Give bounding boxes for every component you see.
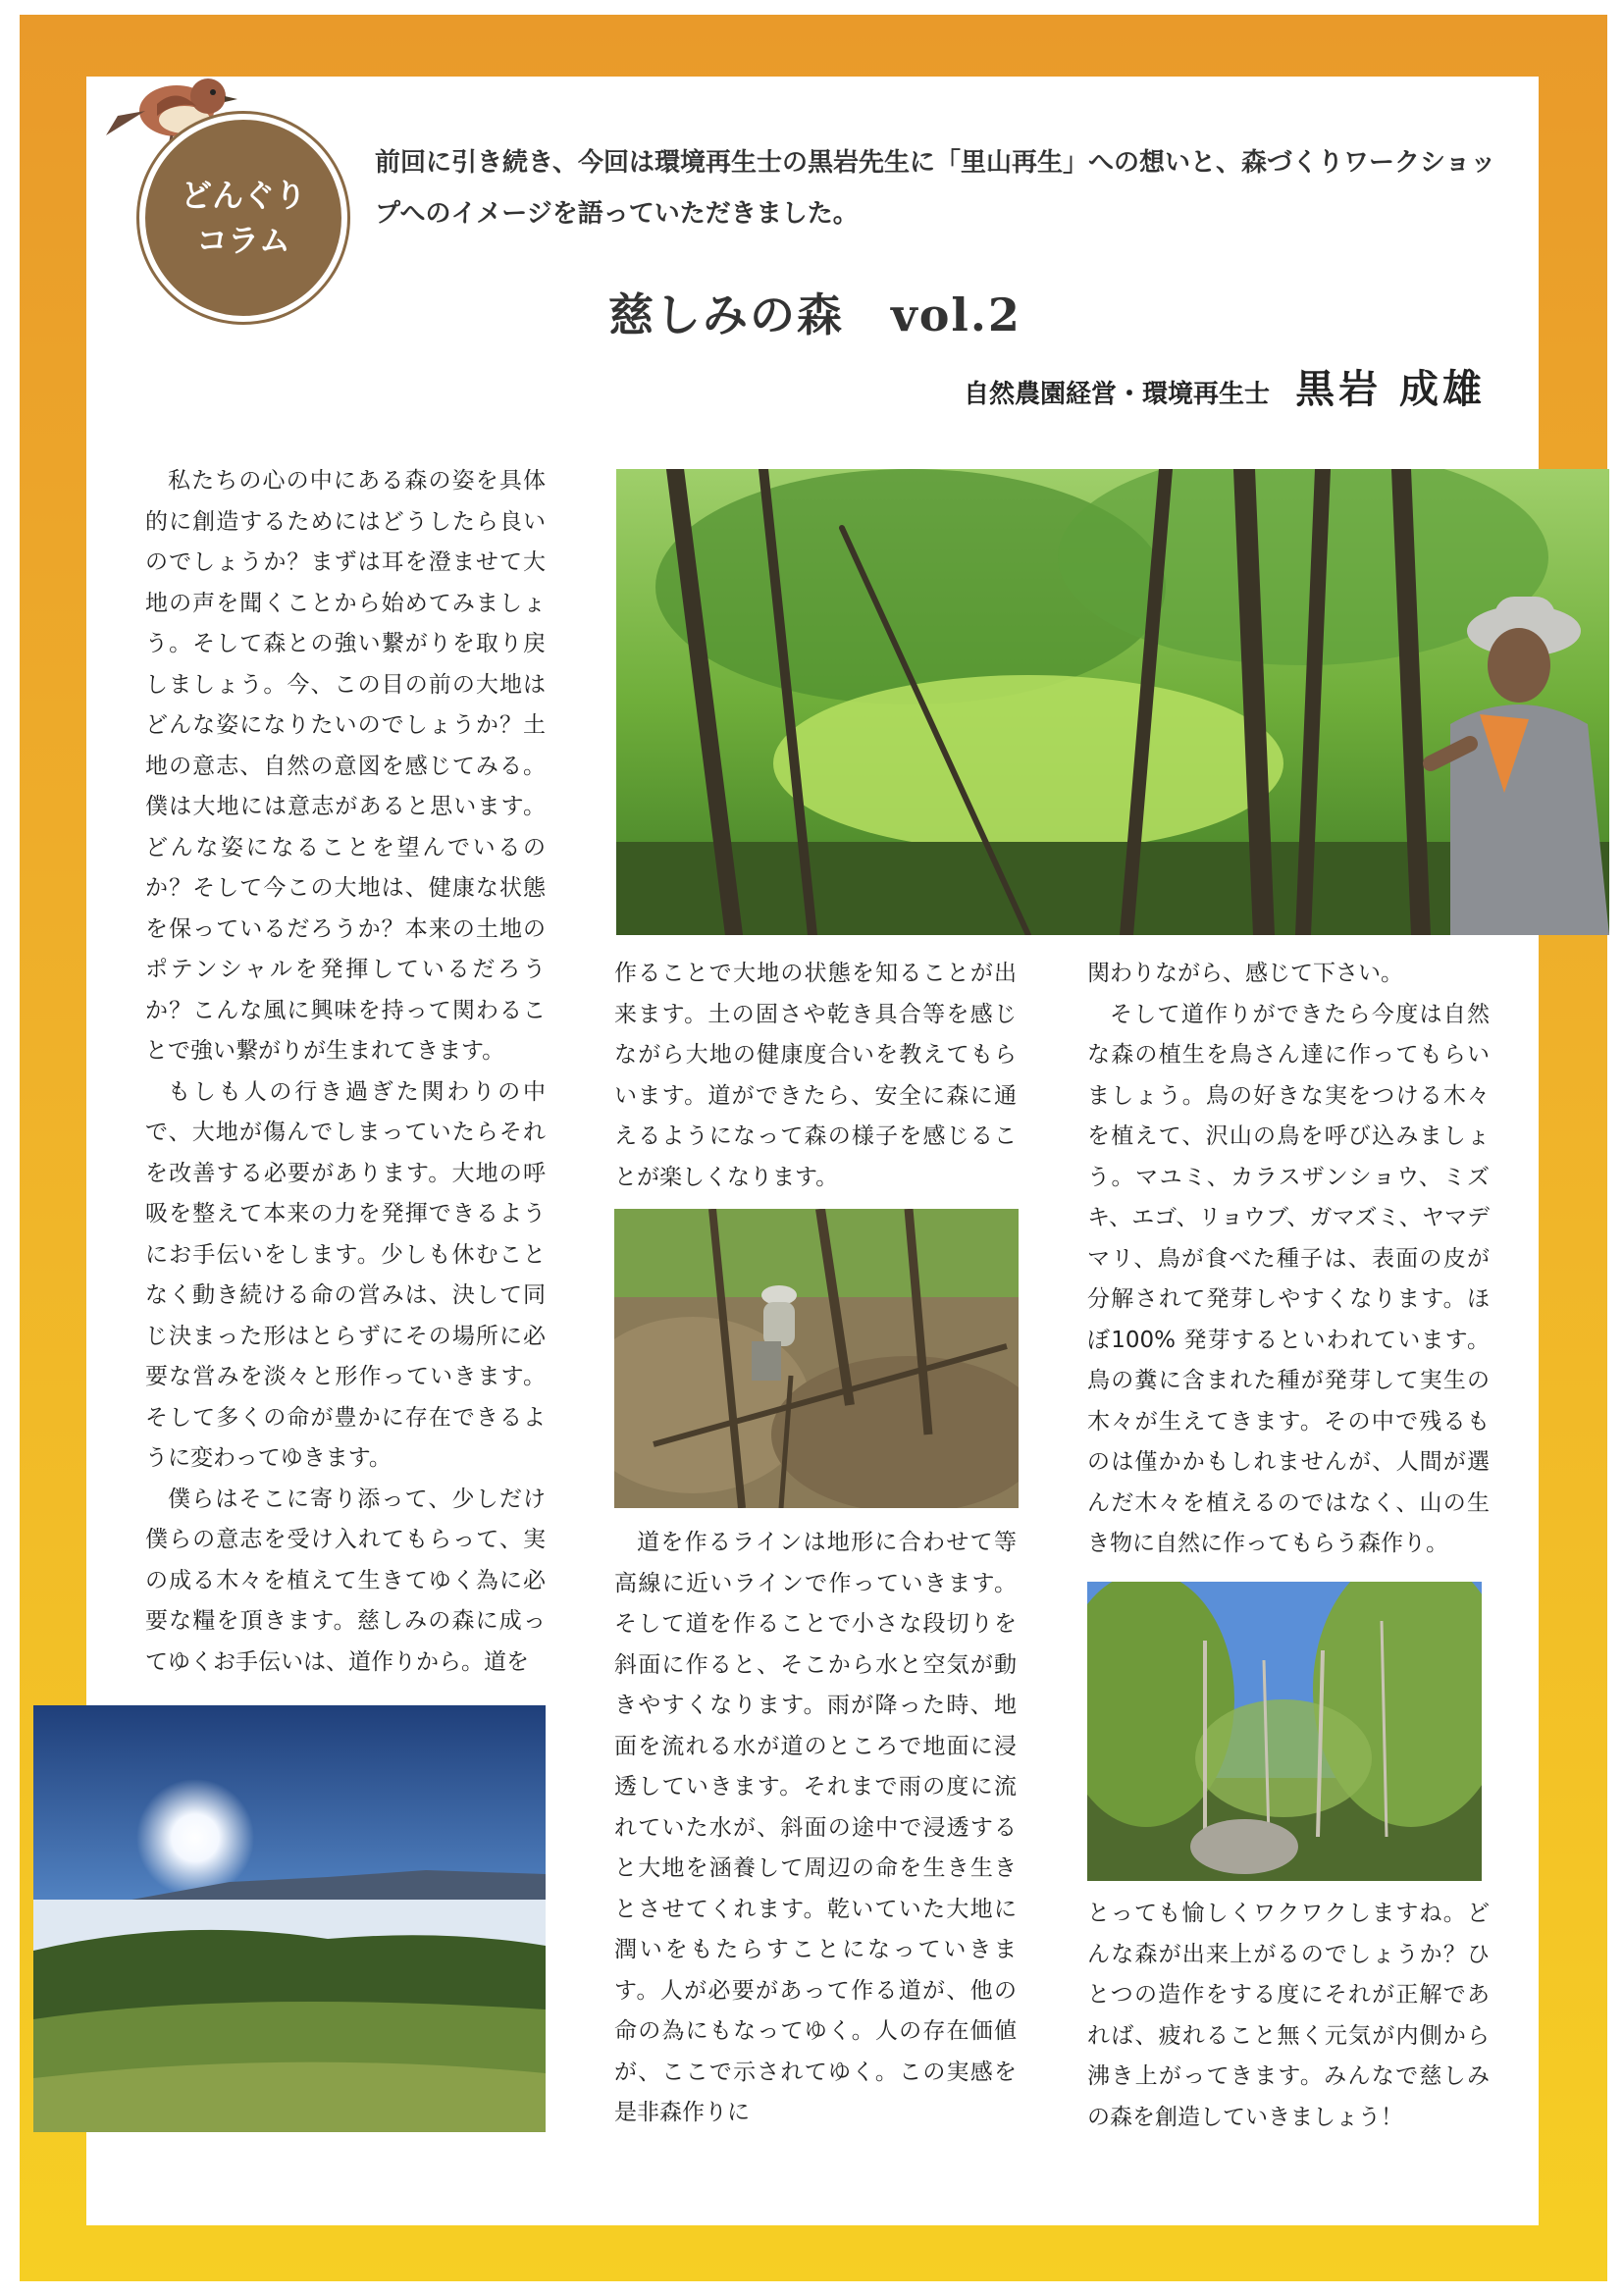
badge-line2: コラム xyxy=(196,222,290,259)
author-role: 自然農園経営・環境再生士 xyxy=(964,380,1271,409)
badge-line1: どんぐり xyxy=(180,177,306,214)
sunrise-photo xyxy=(33,1705,546,2132)
col1-paragraph-2: もしも人の行き過ぎた関わりの中で、大地が傷んでしまっていたらそれを改善する必要があります。大地の呼吸を整えて本来の力を発揮できるようにお手伝いをします。少しも休むことなく動き続ける命の営みは、決して同じ決まった形はとらずにその場所に必要な営みを淡々と形作っていきます。そして多くの命が豊かに存在できるように変わってゆきます。 xyxy=(145,1078,546,1471)
col2-paragraph-1: 作ることで大地の状態を知ることが出来ます。土の固さや乾き具合等を感じながら大地の健康度合いを教えてもらいます。道ができたら、安全に森に通えるようになって森の様子を感じることが楽しくなります。 xyxy=(614,961,1017,1190)
column-3-bottom xyxy=(1087,1894,1490,2138)
col3-paragraph-1: 関わりながら、感じて下さい。 xyxy=(1087,961,1403,986)
column-2-bottom xyxy=(614,1523,1017,2134)
col1-paragraph-1: 私たちの心の中にある森の姿を具体的に創造するためにはどうしたら良いのでしょうか？まずは耳を澄ませて大地の声を聞くことから始めてみましょう。そして森との強い繋がりを取り戻しましょう。今、この目の前の大地はどんな姿になりたいのでしょうか？土地の意志、自然の意図を感じてみる。僕は大地には意志があると思います。どんな姿になることを望んでいるのか？そして今この大地は、健康な状態を保っているだろうか？本来の土地のポテンシャルを発揮しているだろうか？こんな風に興味を持って関わることで強い繋がりが生まれてきます。 xyxy=(145,468,546,1064)
col3-paragraph-2: そして道作りができたら今度は自然な森の植生を鳥さん達に作ってもらいましょう。鳥の好きな実をつける木々を植えて、沢山の鳥を呼び込みましょう。マユミ、カラスザンショウ、ミズキ、エゴ、リョウブ、ガマズミ、ヤマデマリ、鳥が食べた種子は、表面の皮が分解されて発芽しやすくなります。ほぼ100% 発芽するといわれています。鳥の糞に含まれた種が発芽して実生の木々が生えてきます。その中で残るものは僅かかもしれませんが、人間が選んだ木々を植えるのではなく、山の生き物に自然に作ってもらう森作り。 xyxy=(1087,1001,1490,1556)
col3-paragraph-3: とっても愉しくワクワクしますね。どんな森が出来上がるのでしょうか？ひとつの造作をする度にそれが正解であれば、疲れること無く元気が内側から沸き上がってきます。みんなで慈しみの森を創造していきましょう！ xyxy=(1087,1901,1490,2130)
forest-photo xyxy=(616,469,1609,935)
slope-photo xyxy=(614,1209,1019,1508)
author-name: 黒岩 成雄 xyxy=(1295,366,1486,412)
col2-paragraph-2: 道を作るラインは地形に合わせて等高線に近いラインで作っていきます。そして道を作ることで小さな段切りを斜面に作ると、そこから水と空気が動きやすくなります。雨が降った時、地面を流れる水が道のところで地面に浸透していきます。それまで雨の度に流れていた水が、斜面の途中で浸透すると大地を涵養して周辺の命を生き生きとさせてくれます。乾いていた大地に潤いをもたらすことになっていきます。人が必要があって作る道が、他の命の為にもなってゆく。人の存在価値が、ここで示されてゆく。この実感を是非森作りに xyxy=(614,1530,1017,2125)
column-2-top xyxy=(614,954,1017,1198)
col1-paragraph-3: 僕らはそこに寄り添って、少しだけ僕らの意志を受け入れてもらって、実の成る木々を植えて生きてゆく為に必要な糧を頂きます。慈しみの森に成ってゆくお手伝いは、道作りから。道を xyxy=(145,1486,546,1675)
column-3-top xyxy=(1087,954,1490,1565)
column-badge xyxy=(139,114,347,322)
intro-text: 前回に引き続き、今回は環境再生士の黒岩先生に「里山再生」への想いと、森づくりワークショップへのイメージを語っていただきました。 xyxy=(375,148,1496,229)
young-forest-photo xyxy=(1087,1582,1482,1881)
author-line xyxy=(964,358,1486,414)
column-1 xyxy=(145,461,546,1683)
article-title: 慈しみの森 vol.2 xyxy=(608,288,1021,341)
